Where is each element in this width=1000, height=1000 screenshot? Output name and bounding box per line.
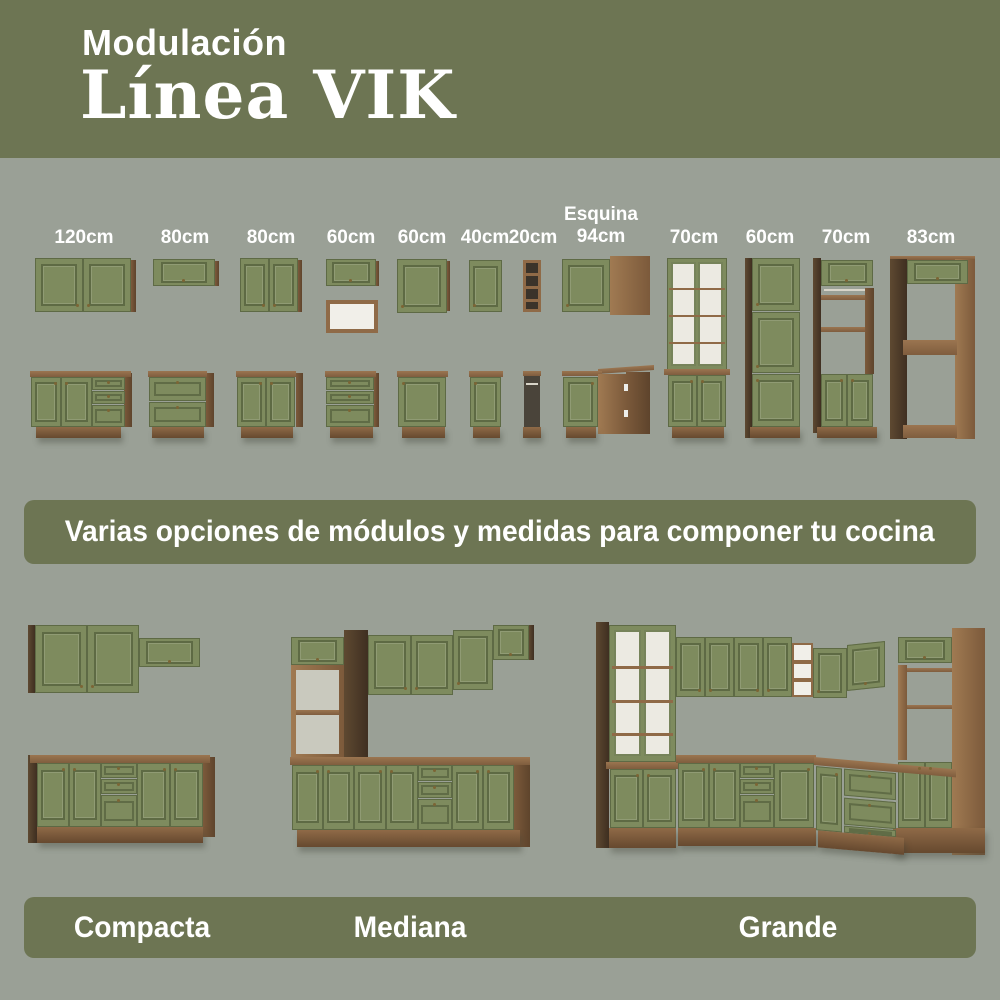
size-label-70cm-a: 70cm — [669, 227, 719, 248]
wood-top — [562, 371, 602, 376]
size-label-80cm-b: 80cm — [246, 227, 296, 248]
side-panel — [376, 261, 379, 286]
cabinet-door — [237, 377, 266, 427]
open-niche — [326, 300, 378, 333]
plinth — [817, 427, 877, 438]
label-mediana: Mediana — [353, 911, 467, 944]
cabinet-door — [562, 259, 610, 312]
cabinet-door — [266, 377, 295, 427]
size-label-60cm-b: 60cm — [397, 227, 447, 248]
drawer-front — [149, 402, 206, 427]
shelf — [794, 678, 811, 682]
cabinet-door — [35, 258, 83, 312]
side-panel — [298, 260, 302, 312]
shelf — [525, 299, 539, 302]
cabinet-door — [752, 374, 800, 427]
flap-door — [291, 637, 344, 665]
size-label-40cm: 40cm — [460, 227, 510, 248]
shelf — [794, 660, 811, 664]
size-label-80cm-a: 80cm — [160, 227, 210, 248]
cabinet-door — [709, 763, 740, 828]
glass-door — [698, 262, 723, 366]
side-panel — [296, 373, 303, 427]
plinth — [330, 427, 373, 438]
drawer-front — [92, 405, 125, 427]
cabinet-door — [470, 377, 501, 427]
cabinet-door — [453, 630, 493, 690]
fold-panel-dark — [626, 372, 650, 434]
shelf — [612, 666, 673, 669]
plinth — [297, 830, 520, 847]
banner-text: Varias opciones de módulos y medidas para componer tu cocina — [65, 515, 935, 548]
cabinet-door — [61, 377, 92, 427]
side-panel — [28, 755, 37, 843]
size-label-70cm-b: 70cm — [821, 227, 871, 248]
plinth — [241, 427, 293, 438]
base-band — [903, 425, 957, 438]
rail — [824, 289, 870, 291]
cabinet-door — [292, 765, 323, 830]
tall-side-panel — [952, 628, 985, 855]
plinth — [566, 427, 596, 438]
size-label-83cm: 83cm — [906, 227, 956, 248]
drawer-front — [740, 763, 774, 778]
shelf — [907, 705, 952, 709]
cabinet-door — [411, 635, 453, 695]
flap-door — [907, 260, 968, 284]
cabinet-door — [643, 769, 676, 828]
right-wing-base — [814, 757, 956, 869]
shelf — [907, 668, 952, 672]
label-compacta: Compacta — [73, 911, 211, 944]
countertop — [30, 755, 210, 763]
plinth — [37, 827, 203, 843]
drawer-front — [740, 779, 774, 794]
cabinet-door — [240, 258, 269, 312]
cabinet-door — [87, 625, 139, 693]
hinge — [624, 410, 628, 417]
cabinet-door — [69, 763, 101, 827]
cabinet-door — [83, 258, 131, 312]
shelf — [296, 710, 339, 715]
drawer-front — [418, 799, 452, 830]
cabinet-door — [734, 637, 763, 697]
inner-panel — [865, 288, 874, 374]
flap-door — [898, 637, 952, 663]
plinth — [672, 427, 724, 438]
angled-flap-door — [847, 641, 885, 691]
cabinet-door — [469, 260, 502, 312]
drawer-front — [326, 391, 374, 404]
cabinet-door — [847, 374, 873, 427]
cabinet-door — [137, 763, 170, 827]
drawer-front — [326, 405, 374, 427]
hinge — [624, 384, 628, 391]
cabinet-door — [705, 637, 734, 697]
cabinet-door — [676, 637, 705, 697]
side-panel — [529, 625, 534, 660]
flap-door — [821, 260, 873, 286]
side-panel — [215, 261, 219, 286]
countertop — [290, 757, 530, 765]
header-band — [0, 0, 1000, 158]
side-panel — [131, 260, 136, 312]
side-panel — [28, 625, 35, 693]
glass-door — [644, 630, 671, 756]
shelf — [669, 315, 725, 317]
towel-rail — [526, 383, 538, 385]
cabinet-door — [610, 769, 643, 828]
side-panel — [813, 258, 821, 433]
cross-band — [903, 340, 957, 355]
drawer-front — [326, 377, 374, 390]
banner — [24, 500, 976, 564]
drawer-front — [149, 377, 206, 401]
size-label-esquina-94cm: Esquina 94cm — [564, 204, 638, 247]
shelf — [669, 342, 725, 344]
countertop — [676, 755, 816, 763]
shelf — [525, 273, 539, 276]
cabinet-door — [37, 763, 69, 827]
shelf — [612, 733, 673, 736]
label-grande: Grande — [738, 911, 838, 944]
shelf — [525, 286, 539, 289]
flap-door — [493, 625, 529, 660]
drawer-front — [92, 391, 125, 404]
cabinet-door — [774, 763, 814, 828]
size-label-120cm: 120cm — [54, 227, 114, 248]
cabinet-door — [269, 258, 298, 312]
inner-panel — [898, 665, 907, 760]
drawer-front — [418, 782, 452, 798]
cabinet-door — [668, 375, 697, 427]
corner-wood-panel — [610, 256, 650, 315]
plinth — [152, 427, 204, 438]
drawer-front — [101, 795, 137, 827]
side-panel — [955, 259, 975, 439]
wood-band — [606, 762, 678, 769]
plinth — [36, 427, 121, 438]
cabinet-door — [35, 625, 87, 693]
side-panel — [206, 373, 214, 427]
plinth — [609, 828, 676, 848]
open-cubby — [792, 643, 813, 697]
cabinet-door — [763, 637, 792, 697]
cabinet-door — [678, 763, 709, 828]
flap-door — [326, 259, 376, 286]
side-panel — [596, 622, 609, 848]
cabinet-door — [170, 763, 203, 827]
drawer-front — [101, 763, 137, 778]
cabinet-door — [483, 765, 514, 830]
cabinet-door — [31, 377, 61, 427]
side-panel — [374, 373, 379, 427]
plinth — [402, 427, 445, 438]
plinth — [750, 427, 800, 438]
cabinet-door — [816, 766, 842, 832]
cabinet-door — [368, 635, 411, 695]
cabinet-door — [397, 259, 447, 313]
cabinet-door — [452, 765, 483, 830]
size-label-20cm: 20cm — [508, 227, 558, 248]
glass-door — [671, 262, 696, 366]
shelf — [669, 288, 725, 290]
page-title: Línea VIK — [80, 56, 456, 134]
cabinet-door — [354, 765, 386, 830]
drawer-front — [101, 779, 137, 794]
corner-upper-door — [813, 648, 847, 698]
cabinet-door — [752, 312, 800, 373]
plinth — [678, 828, 816, 846]
drawer-front — [844, 769, 896, 801]
cabinet-door — [697, 375, 726, 427]
cabinet-door — [398, 377, 446, 427]
cabinet-door — [386, 765, 418, 830]
kitchen-sizes-band — [24, 897, 976, 958]
plinth — [523, 427, 541, 438]
flap-door — [153, 259, 215, 286]
cabinet-door — [821, 374, 847, 427]
side-panel — [203, 757, 215, 837]
fold-panel — [598, 374, 626, 434]
cabinet-door — [323, 765, 354, 830]
glass-door — [614, 630, 641, 756]
plinth — [473, 427, 500, 438]
side-panel — [745, 258, 752, 438]
flap-door — [139, 638, 200, 667]
shelf — [612, 700, 673, 703]
side-panel — [124, 373, 132, 427]
size-label-60cm-a: 60cm — [326, 227, 376, 248]
drawer-front — [92, 377, 125, 390]
drawer-front — [418, 765, 452, 781]
header-eyebrow: Modulación — [82, 22, 287, 63]
drawer-front — [740, 795, 774, 828]
cabinet-door — [752, 258, 800, 311]
size-label-60cm-c: 60cm — [745, 227, 795, 248]
tall-side-panel — [344, 630, 368, 760]
drawer-front — [844, 798, 896, 830]
side-panel — [447, 261, 450, 311]
cabinet-door — [563, 377, 598, 427]
